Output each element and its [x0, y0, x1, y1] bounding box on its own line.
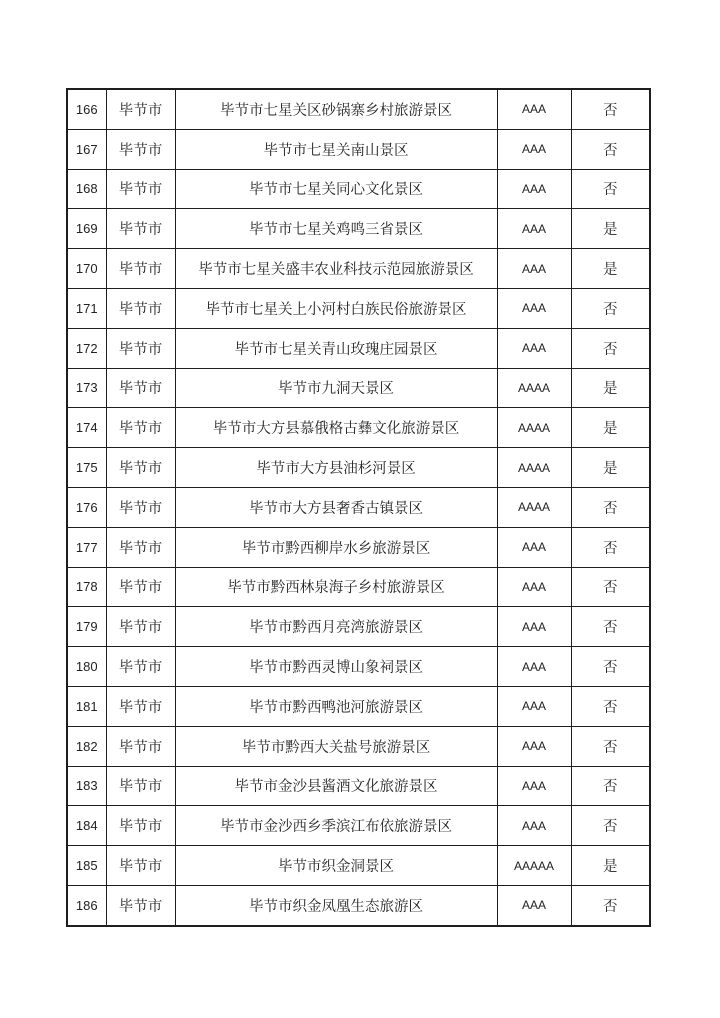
scenic-area-name: 毕节市七星关同心文化景区	[175, 169, 497, 209]
rating-level: AAA	[497, 288, 571, 328]
table-row	[67, 846, 650, 886]
scenic-area-name: 毕节市黔西大关盐号旅游景区	[175, 726, 497, 766]
rating-level: AAA	[497, 328, 571, 368]
rating-level: AAA	[497, 129, 571, 169]
city-cell: 毕节市	[106, 249, 175, 289]
yes-no-flag: 否	[571, 686, 650, 726]
city-cell: 毕节市	[106, 885, 175, 925]
row-number: 174	[67, 408, 106, 448]
rating-level: AAA	[497, 607, 571, 647]
table-row	[67, 129, 650, 169]
rating-level: AAAA	[497, 408, 571, 448]
city-cell: 毕节市	[106, 846, 175, 886]
yes-no-flag: 否	[571, 288, 650, 328]
table-row	[67, 169, 650, 209]
yes-no-flag: 是	[571, 846, 650, 886]
yes-no-flag: 否	[571, 129, 650, 169]
rating-level: AAA	[497, 806, 571, 846]
yes-no-flag: 否	[571, 89, 650, 129]
yes-no-flag: 否	[571, 885, 650, 925]
city-cell: 毕节市	[106, 726, 175, 766]
scenic-area-name: 毕节市黔西林泉海子乡村旅游景区	[175, 567, 497, 607]
table-row	[67, 249, 650, 289]
scenic-area-name: 毕节市织金洞景区	[175, 846, 497, 886]
city-cell: 毕节市	[106, 607, 175, 647]
city-cell: 毕节市	[106, 328, 175, 368]
scenic-area-name: 毕节市大方县油杉河景区	[175, 448, 497, 488]
row-number: 185	[67, 846, 106, 886]
table-row	[67, 487, 650, 527]
scenic-area-name: 毕节市黔西柳岸水乡旅游景区	[175, 527, 497, 567]
scenic-area-name: 毕节市七星关南山景区	[175, 129, 497, 169]
rating-level: AAA	[497, 527, 571, 567]
table-row	[67, 885, 650, 925]
yes-no-flag: 是	[571, 209, 650, 249]
yes-no-flag: 否	[571, 487, 650, 527]
table-row	[67, 806, 650, 846]
scenic-area-name: 毕节市大方县慕俄格古彝文化旅游景区	[175, 408, 497, 448]
rating-level: AAA	[497, 766, 571, 806]
yes-no-flag: 是	[571, 448, 650, 488]
rating-level: AAA	[497, 209, 571, 249]
table-row	[67, 607, 650, 647]
city-cell: 毕节市	[106, 686, 175, 726]
table-row	[67, 726, 650, 766]
city-cell: 毕节市	[106, 487, 175, 527]
row-number: 180	[67, 647, 106, 687]
rating-level: AAAA	[497, 487, 571, 527]
table-body	[67, 89, 650, 926]
yes-no-flag: 是	[571, 249, 650, 289]
rating-level: AAAAA	[497, 846, 571, 886]
scenic-area-name: 毕节市七星关上小河村白族民俗旅游景区	[175, 288, 497, 328]
row-number: 183	[67, 766, 106, 806]
scenic-area-name: 毕节市黔西鸭池河旅游景区	[175, 686, 497, 726]
row-number: 166	[67, 89, 106, 129]
row-number: 171	[67, 288, 106, 328]
scenic-area-table	[66, 88, 651, 927]
yes-no-flag: 否	[571, 726, 650, 766]
yes-no-flag: 否	[571, 806, 650, 846]
scenic-area-name: 毕节市九洞天景区	[175, 368, 497, 408]
row-number: 169	[67, 209, 106, 249]
table-row	[67, 686, 650, 726]
row-number: 182	[67, 726, 106, 766]
city-cell: 毕节市	[106, 169, 175, 209]
scenic-area-name: 毕节市大方县奢香古镇景区	[175, 487, 497, 527]
yes-no-flag: 是	[571, 368, 650, 408]
scenic-area-name: 毕节市黔西灵博山象祠景区	[175, 647, 497, 687]
table-row	[67, 328, 650, 368]
table-row	[67, 448, 650, 488]
city-cell: 毕节市	[106, 647, 175, 687]
city-cell: 毕节市	[106, 448, 175, 488]
table-row	[67, 368, 650, 408]
scenic-area-name: 毕节市金沙西乡季滨江布依旅游景区	[175, 806, 497, 846]
scenic-area-name: 毕节市七星关鸡鸣三省景区	[175, 209, 497, 249]
rating-level: AAA	[497, 249, 571, 289]
table-row	[67, 567, 650, 607]
rating-level: AAAA	[497, 368, 571, 408]
row-number: 173	[67, 368, 106, 408]
city-cell: 毕节市	[106, 368, 175, 408]
yes-no-flag: 否	[571, 567, 650, 607]
rating-level: AAA	[497, 647, 571, 687]
row-number: 184	[67, 806, 106, 846]
row-number: 179	[67, 607, 106, 647]
table-row	[67, 647, 650, 687]
row-number: 181	[67, 686, 106, 726]
rating-level: AAA	[497, 885, 571, 925]
table-row	[67, 766, 650, 806]
table-row	[67, 209, 650, 249]
rating-level: AAA	[497, 567, 571, 607]
yes-no-flag: 是	[571, 408, 650, 448]
city-cell: 毕节市	[106, 806, 175, 846]
yes-no-flag: 否	[571, 766, 650, 806]
city-cell: 毕节市	[106, 567, 175, 607]
city-cell: 毕节市	[106, 408, 175, 448]
rating-level: AAA	[497, 726, 571, 766]
city-cell: 毕节市	[106, 209, 175, 249]
scenic-area-name: 毕节市七星关青山玫瑰庄园景区	[175, 328, 497, 368]
scenic-area-name: 毕节市七星关盛丰农业科技示范园旅游景区	[175, 249, 497, 289]
row-number: 176	[67, 487, 106, 527]
row-number: 175	[67, 448, 106, 488]
scenic-area-name: 毕节市金沙县酱酒文化旅游景区	[175, 766, 497, 806]
city-cell: 毕节市	[106, 129, 175, 169]
row-number: 177	[67, 527, 106, 567]
yes-no-flag: 否	[571, 527, 650, 567]
rating-level: AAA	[497, 89, 571, 129]
row-number: 167	[67, 129, 106, 169]
city-cell: 毕节市	[106, 766, 175, 806]
row-number: 168	[67, 169, 106, 209]
yes-no-flag: 否	[571, 328, 650, 368]
table-row	[67, 408, 650, 448]
table-row	[67, 89, 650, 129]
scenic-area-name: 毕节市织金凤凰生态旅游区	[175, 885, 497, 925]
yes-no-flag: 否	[571, 169, 650, 209]
table-row	[67, 527, 650, 567]
yes-no-flag: 否	[571, 647, 650, 687]
rating-level: AAA	[497, 169, 571, 209]
city-cell: 毕节市	[106, 527, 175, 567]
row-number: 170	[67, 249, 106, 289]
scenic-area-name: 毕节市黔西月亮湾旅游景区	[175, 607, 497, 647]
row-number: 178	[67, 567, 106, 607]
rating-level: AAAA	[497, 448, 571, 488]
city-cell: 毕节市	[106, 89, 175, 129]
table-row	[67, 288, 650, 328]
scenic-area-name: 毕节市七星关区砂锅寨乡村旅游景区	[175, 89, 497, 129]
yes-no-flag: 否	[571, 607, 650, 647]
row-number: 172	[67, 328, 106, 368]
rating-level: AAA	[497, 686, 571, 726]
city-cell: 毕节市	[106, 288, 175, 328]
row-number: 186	[67, 885, 106, 925]
